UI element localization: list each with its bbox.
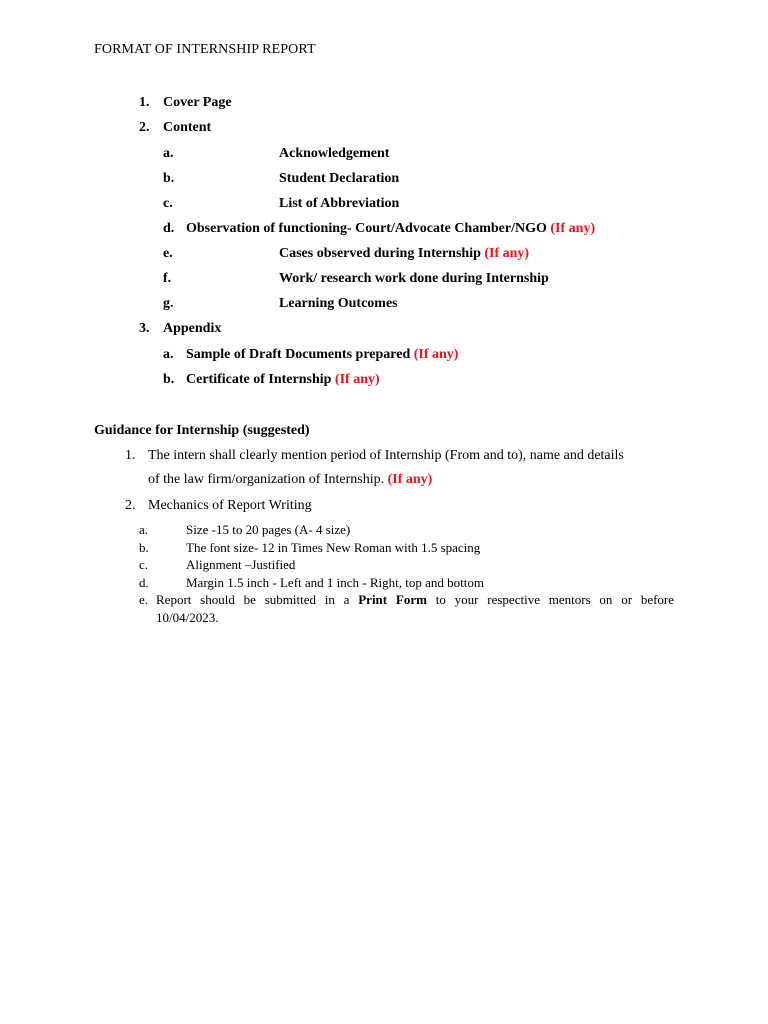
mechanics-item-font-size: The font size- 12 in Times New Roman with 1.5 spacing [186, 540, 481, 555]
page-title: FORMAT OF INTERNSHIP REPORT [94, 42, 316, 57]
sub-letter: b. [163, 171, 175, 186]
sub-letter: f. [163, 271, 172, 286]
item-label: Cases observed during Internship [279, 246, 481, 261]
sub-letter: d. [163, 221, 175, 236]
guidance-item-1-line-2 [148, 472, 432, 488]
sub-letter: e. [163, 246, 173, 261]
sub-letter: a. [139, 522, 149, 537]
sub-letter: a. [163, 146, 174, 161]
if-any-note: (If any) [387, 472, 433, 487]
content-item-cases-observed [279, 246, 529, 262]
item-label: Sample of Draft Documents prepared [186, 347, 411, 362]
appendix-item-draft-documents [186, 347, 458, 363]
list-number: 1. [139, 95, 150, 110]
mechanics-item-size: Size -15 to 20 pages (A- 4 size) [186, 522, 351, 537]
sub-letter: b. [139, 540, 149, 555]
content-item-list-of-abbreviation: List of Abbreviation [279, 196, 400, 211]
submission-date: 10/04/2023. [156, 610, 219, 625]
list-number: 3. [139, 321, 150, 336]
mechanics-item-alignment: Alignment –Justified [186, 557, 296, 572]
list-item-content: Content [163, 120, 212, 135]
mechanics-item-margin: Margin 1.5 inch - Left and 1 inch - Right, top and bottom [186, 575, 484, 590]
guidance-number: 2. [125, 498, 136, 513]
if-any-note: (If any) [484, 246, 530, 261]
content-item-observation [186, 221, 595, 237]
content-item-work-done: Work/ research work done during Internship [279, 271, 549, 286]
sub-letter: b. [163, 372, 175, 387]
if-any-note: (If any) [334, 372, 380, 387]
guidance-text: of the law firm/organization of Internship. [148, 472, 385, 487]
submission-text: to your respective mentors on or before [435, 592, 675, 607]
guidance-heading: Guidance for Internship (suggested) [94, 423, 310, 438]
list-number: 2. [139, 120, 150, 135]
content-item-student-declaration: Student Declaration [279, 171, 400, 186]
appendix-item-certificate [186, 372, 380, 388]
guidance-item-1-line-1: The intern shall clearly mention period of Internship (From and to), name and details [148, 448, 624, 463]
sub-letter: a. [163, 347, 174, 362]
guidance-item-mechanics: Mechanics of Report Writing [148, 498, 312, 513]
guidance-number: 1. [125, 448, 136, 463]
mechanics-item-submission [156, 592, 674, 608]
sub-letter: c. [163, 196, 173, 211]
sub-letter: g. [163, 296, 174, 311]
sub-letter: e. [139, 592, 149, 607]
item-label: Certificate of Internship [186, 372, 332, 387]
content-item-acknowledgement: Acknowledgement [279, 146, 390, 161]
if-any-note: (If any) [550, 221, 596, 236]
sub-letter: d. [139, 575, 149, 590]
list-item-appendix: Appendix [163, 321, 222, 336]
print-form-emphasis: Print Form [358, 592, 427, 607]
item-label: Observation of functioning- Court/Advocate Chamber/NGO [186, 221, 547, 236]
sub-letter: c. [139, 557, 149, 572]
if-any-note: (If any) [413, 347, 459, 362]
content-item-learning-outcomes: Learning Outcomes [279, 296, 398, 311]
submission-text: Report should be submitted in a [156, 592, 350, 607]
list-item-cover-page: Cover Page [163, 95, 232, 110]
